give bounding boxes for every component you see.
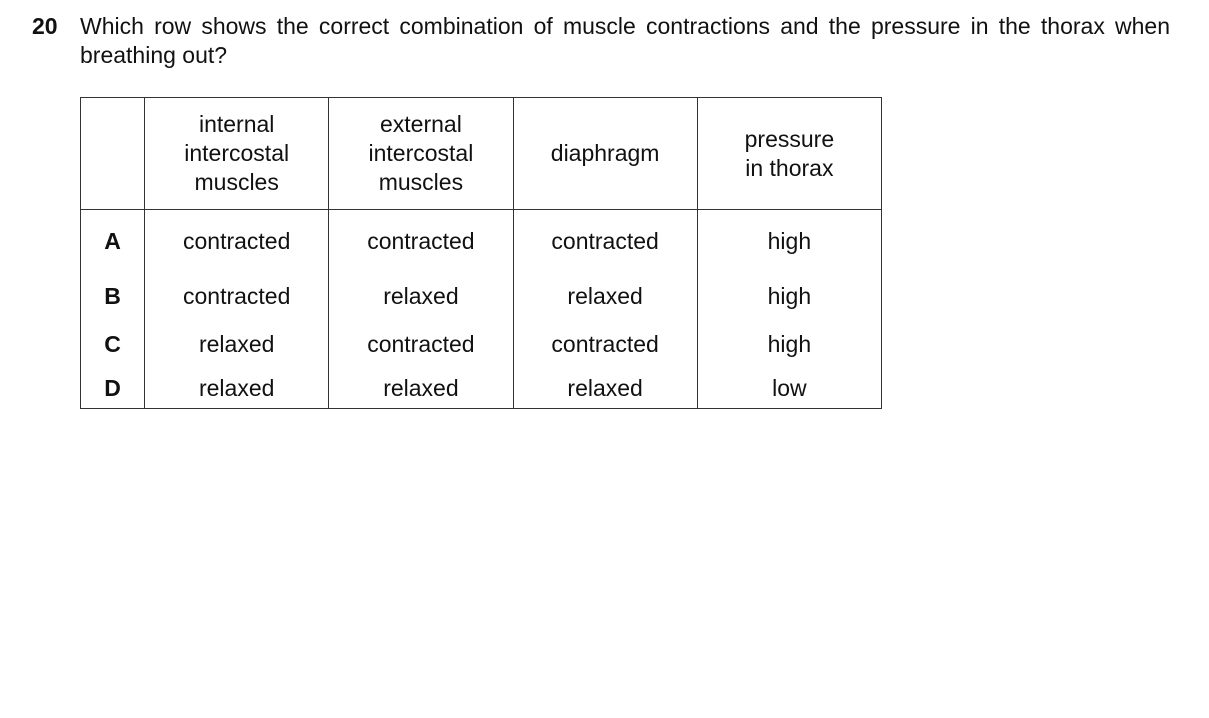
table-row	[81, 320, 882, 368]
table-row	[81, 368, 882, 409]
answer-table	[80, 97, 882, 409]
cell-external: relaxed	[329, 272, 513, 320]
header-option-cell	[81, 98, 145, 210]
cell-external: contracted	[329, 210, 513, 273]
header-external-intercostal: external intercostal muscles	[329, 98, 513, 210]
cell-external: contracted	[329, 320, 513, 368]
cell-diaphragm: relaxed	[513, 368, 697, 409]
cell-internal: contracted	[145, 210, 329, 273]
cell-external: relaxed	[329, 368, 513, 409]
cell-internal: contracted	[145, 272, 329, 320]
header-internal-intercostal: internal intercostal muscles	[145, 98, 329, 210]
cell-pressure: high	[697, 210, 881, 273]
cell-pressure: low	[697, 368, 881, 409]
option-letter: D	[81, 368, 145, 409]
cell-diaphragm: contracted	[513, 320, 697, 368]
table-header-row	[81, 98, 882, 210]
header-pressure-in-thorax: pressure in thorax	[697, 98, 881, 210]
option-letter: C	[81, 320, 145, 368]
cell-diaphragm: contracted	[513, 210, 697, 273]
cell-internal: relaxed	[145, 368, 329, 409]
table-row	[81, 210, 882, 273]
cell-internal: relaxed	[145, 320, 329, 368]
option-letter: B	[81, 272, 145, 320]
cell-diaphragm: relaxed	[513, 272, 697, 320]
question-text: Which row shows the correct combination of muscle contractions and the pressure in the thorax when breathing out?	[80, 13, 1170, 68]
question-number: 20	[32, 13, 58, 39]
cell-pressure: high	[697, 272, 881, 320]
header-diaphragm: diaphragm	[513, 98, 697, 210]
cell-pressure: high	[697, 320, 881, 368]
table-row	[81, 272, 882, 320]
option-letter: A	[81, 210, 145, 273]
